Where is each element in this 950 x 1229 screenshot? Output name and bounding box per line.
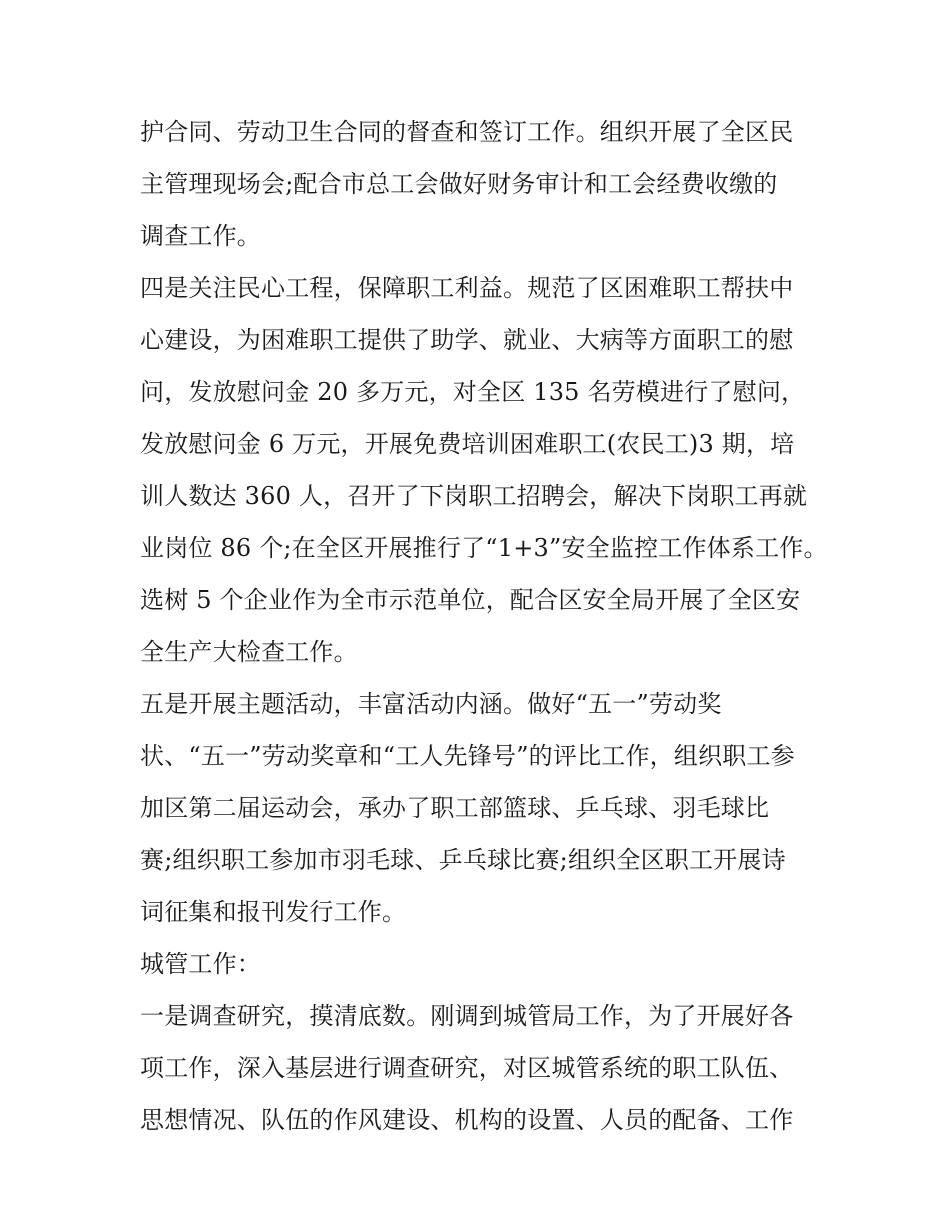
text-line: 发放慰问金 6 万元，开展免费培训困难职工(农民工)3 期，培 xyxy=(140,430,795,458)
text-line: 项工作，深入基层进行调查研究，对区城管系统的职工队伍、 xyxy=(140,1054,794,1082)
text-line: 护合同、劳动卫生合同的督查和签订工作。组织开展了全区民 xyxy=(140,118,794,146)
text-line: 心建设，为困难职工提供了助学、就业、大病等方面职工的慰 xyxy=(140,326,794,354)
text-line: 训人数达 360 人，召开了下岗职工招聘会，解决下岗职工再就 xyxy=(140,482,808,510)
text-line: 业岗位 86 个;在全区开展推行了“1+3”安全监控工作体系工作。 xyxy=(140,534,828,562)
section-heading: 城管工作： xyxy=(140,950,261,978)
text-line: 一是调查研究，摸清底数。刚调到城管局工作，为了开展好各 xyxy=(140,1002,794,1030)
text-line: 赛;组织职工参加市羽毛球、乒乓球比赛;组织全区职工开展诗 xyxy=(140,846,786,874)
document-body xyxy=(140,106,828,1146)
text-line: 全生产大检查工作。 xyxy=(140,638,358,666)
text-line: 词征集和报刊发行工作。 xyxy=(140,898,407,926)
text-line: 状、“五一”劳动奖章和“工人先锋号”的评比工作，组织职工参 xyxy=(140,742,795,770)
text-line: 调查工作。 xyxy=(140,222,261,250)
text-line: 选树 5 个企业作为全市示范单位，配合区安全局开展了全区安 xyxy=(140,586,801,614)
text-line: 四是关注民心工程，保障职工利益。规范了区困难职工帮扶中 xyxy=(140,274,794,302)
text-line: 加区第二届运动会，承办了职工部篮球、乒乓球、羽毛球比 xyxy=(140,794,770,822)
text-line: 五是开展主题活动，丰富活动内涵。做好“五一”劳动奖 xyxy=(140,690,722,718)
text-line: 思想情况、队伍的作风建设、机构的设置、人员的配备、工作 xyxy=(140,1106,794,1134)
text-line: 主管理现场会;配合市总工会做好财务审计和工会经费收缴的 xyxy=(140,170,778,198)
text-line: 问，发放慰问金 20 多万元，对全区 135 名劳模进行了慰问， xyxy=(140,378,806,406)
